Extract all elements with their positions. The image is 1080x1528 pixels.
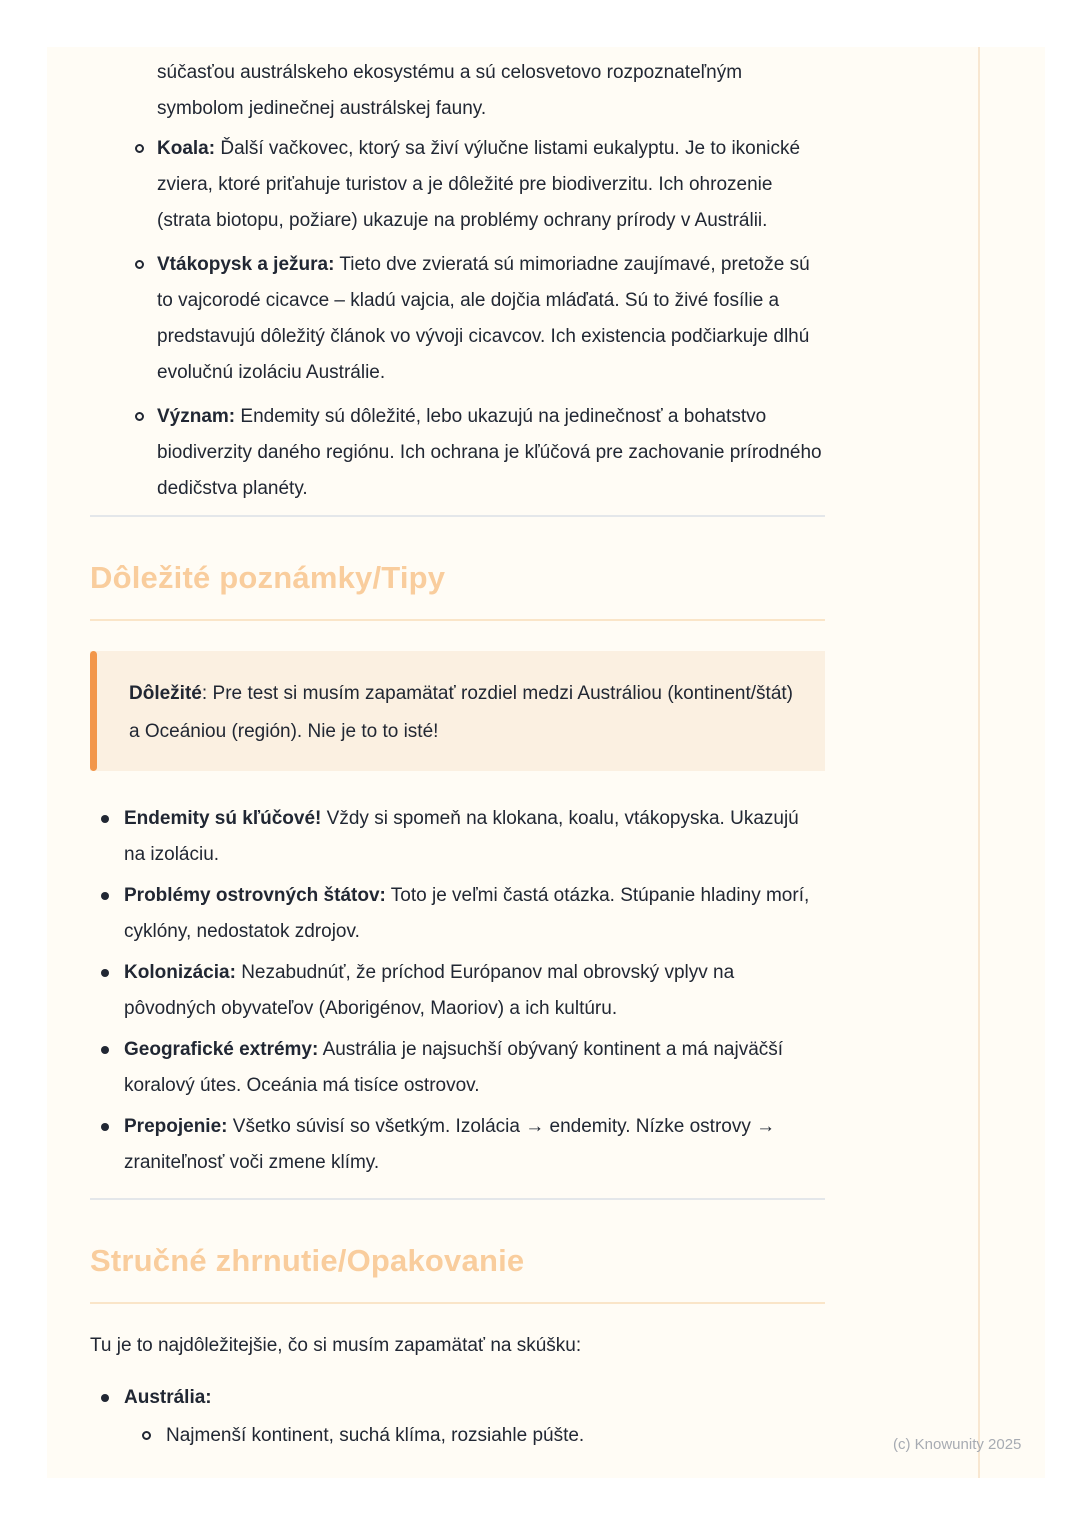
list-item-lead: Endemity sú kľúčové!: [124, 808, 322, 829]
list-item-text: Austrália je najsuchší obývaný kontinent a má najväčší koralový útes. Oceánia má tisíce ostrovov.: [124, 1039, 784, 1096]
list-item-connections: [90, 1109, 825, 1181]
page-margin-line: [978, 47, 980, 1478]
disc-bullet-icon: [101, 1046, 109, 1054]
list-item-island-problems: [90, 878, 825, 950]
circle-bullet-icon: [142, 1431, 151, 1440]
list-item-geo-extremes: [90, 1032, 825, 1104]
australia-sublist: [124, 1418, 825, 1454]
list-item-text: Tieto dve zvieratá sú mimoriadne zaujímavé, pretože sú to vajcorodé cicavce – kladú vajcia, ale dojčia mláďatá. Sú to živé fosílie a predstavujú dôležitý článok vo vývoji cicavcov. Ich existencia podčiarkuje dlhú evolučnú izoláciu Austrálie.: [157, 254, 810, 383]
list-item-significance: [90, 399, 825, 507]
list-item-lead: Kolonizácia:: [124, 962, 236, 983]
list-item-text: Endemity sú dôležité, lebo ukazujú na jedinečnosť a bohatstvo biodiverzity daného regiónu. Ich ochrana je kľúčová pre zachovanie prírodného dedičstva planéty.: [157, 406, 822, 499]
list-item-lead: Prepojenie:: [124, 1116, 228, 1137]
summary-intro: Tu je to najdôležitejšie, čo si musím zapamätať na skúšku:: [90, 1335, 582, 1356]
heading-underline: [90, 1302, 825, 1304]
disc-bullet-icon: [101, 892, 109, 900]
section-divider: [90, 1198, 825, 1200]
disc-bullet-icon: [101, 1123, 109, 1131]
list-item-text: Najmenší kontinent, suchá klíma, rozsiahle púšte.: [166, 1425, 585, 1446]
summary-list: [90, 1380, 825, 1454]
list-item-lead: Vtákopysk a ježura:: [157, 254, 335, 275]
list-item-lead: Význam:: [157, 406, 236, 427]
notes-tips-heading: Dôležité poznámky/Tipy: [90, 560, 446, 595]
list-item-text: Nezabudnúť, že príchod Európanov mal obrovský vplyv na pôvodných obyvateľov (Aborigénov, Maoriov) a ich kultúru.: [124, 962, 735, 1019]
list-item-koala: [90, 131, 825, 239]
list-item-lead: Austrália:: [124, 1387, 212, 1408]
endemics-list: [90, 131, 825, 507]
section-divider: [90, 515, 825, 517]
paragraph-continuation: súčasťou austrálskeho ekosystému a sú celosvetovo rozpoznateľným symbolom jedinečnej austrálskej fauny.: [157, 62, 743, 119]
callout-accent-bar: [90, 651, 97, 771]
circle-bullet-icon: [135, 412, 144, 421]
heading-underline: [90, 619, 825, 621]
disc-bullet-icon: [101, 969, 109, 977]
list-item-lead: Problémy ostrovných štátov:: [124, 885, 386, 906]
list-item-australia: [90, 1380, 825, 1454]
callout-body: : Pre test si musím zapamätať rozdiel medzi Austráliou (kontinent/štát) a Oceániou (región). Nie je to to isté!: [129, 683, 793, 742]
callout-lead: Dôležité: [129, 683, 202, 704]
list-item-lead: Geografické extrémy:: [124, 1039, 319, 1060]
list-item-text: Toto je veľmi častá otázka. Stúpanie hladiny morí, cyklóny, nedostatok zdrojov.: [124, 885, 810, 942]
list-item-text: Všetko súvisí so všetkým. Izolácia → endemity. Nízke ostrovy → zraniteľnosť voči zmene klímy.: [124, 1116, 776, 1173]
list-item-endemics-key: [90, 801, 825, 873]
page-content: [47, 47, 825, 1454]
knowunity-watermark: (c) Knowunity 2025: [893, 1436, 1022, 1453]
list-item-text: Ďalší vačkovec, ktorý sa živí výlučne listami eukalyptu. Je to ikonické zviera, ktoré priťahuje turistov a je dôležité pre biodiverzitu. Ich ohrozenie (strata biotopu, požiare) ukazuje na problémy ochrany prírody v Austrálii.: [157, 138, 801, 231]
circle-bullet-icon: [135, 144, 144, 153]
list-item-colonization: [90, 955, 825, 1027]
disc-bullet-icon: [101, 1394, 109, 1402]
callout-text: [129, 675, 793, 751]
summary-heading: Stručné zhrnutie/Opakovanie: [90, 1243, 525, 1278]
list-item-lead: Koala:: [157, 138, 216, 159]
important-callout: [90, 651, 825, 771]
disc-bullet-icon: [101, 815, 109, 823]
list-item-text: Vždy si spomeň na klokana, koalu, vtákopyska. Ukazujú na izoláciu.: [124, 808, 799, 865]
tips-list: [90, 801, 825, 1181]
circle-bullet-icon: [135, 260, 144, 269]
note-page: [47, 47, 1045, 1478]
list-item-platypus-echidna: [90, 247, 825, 391]
list-item-smallest-continent: [124, 1418, 825, 1454]
